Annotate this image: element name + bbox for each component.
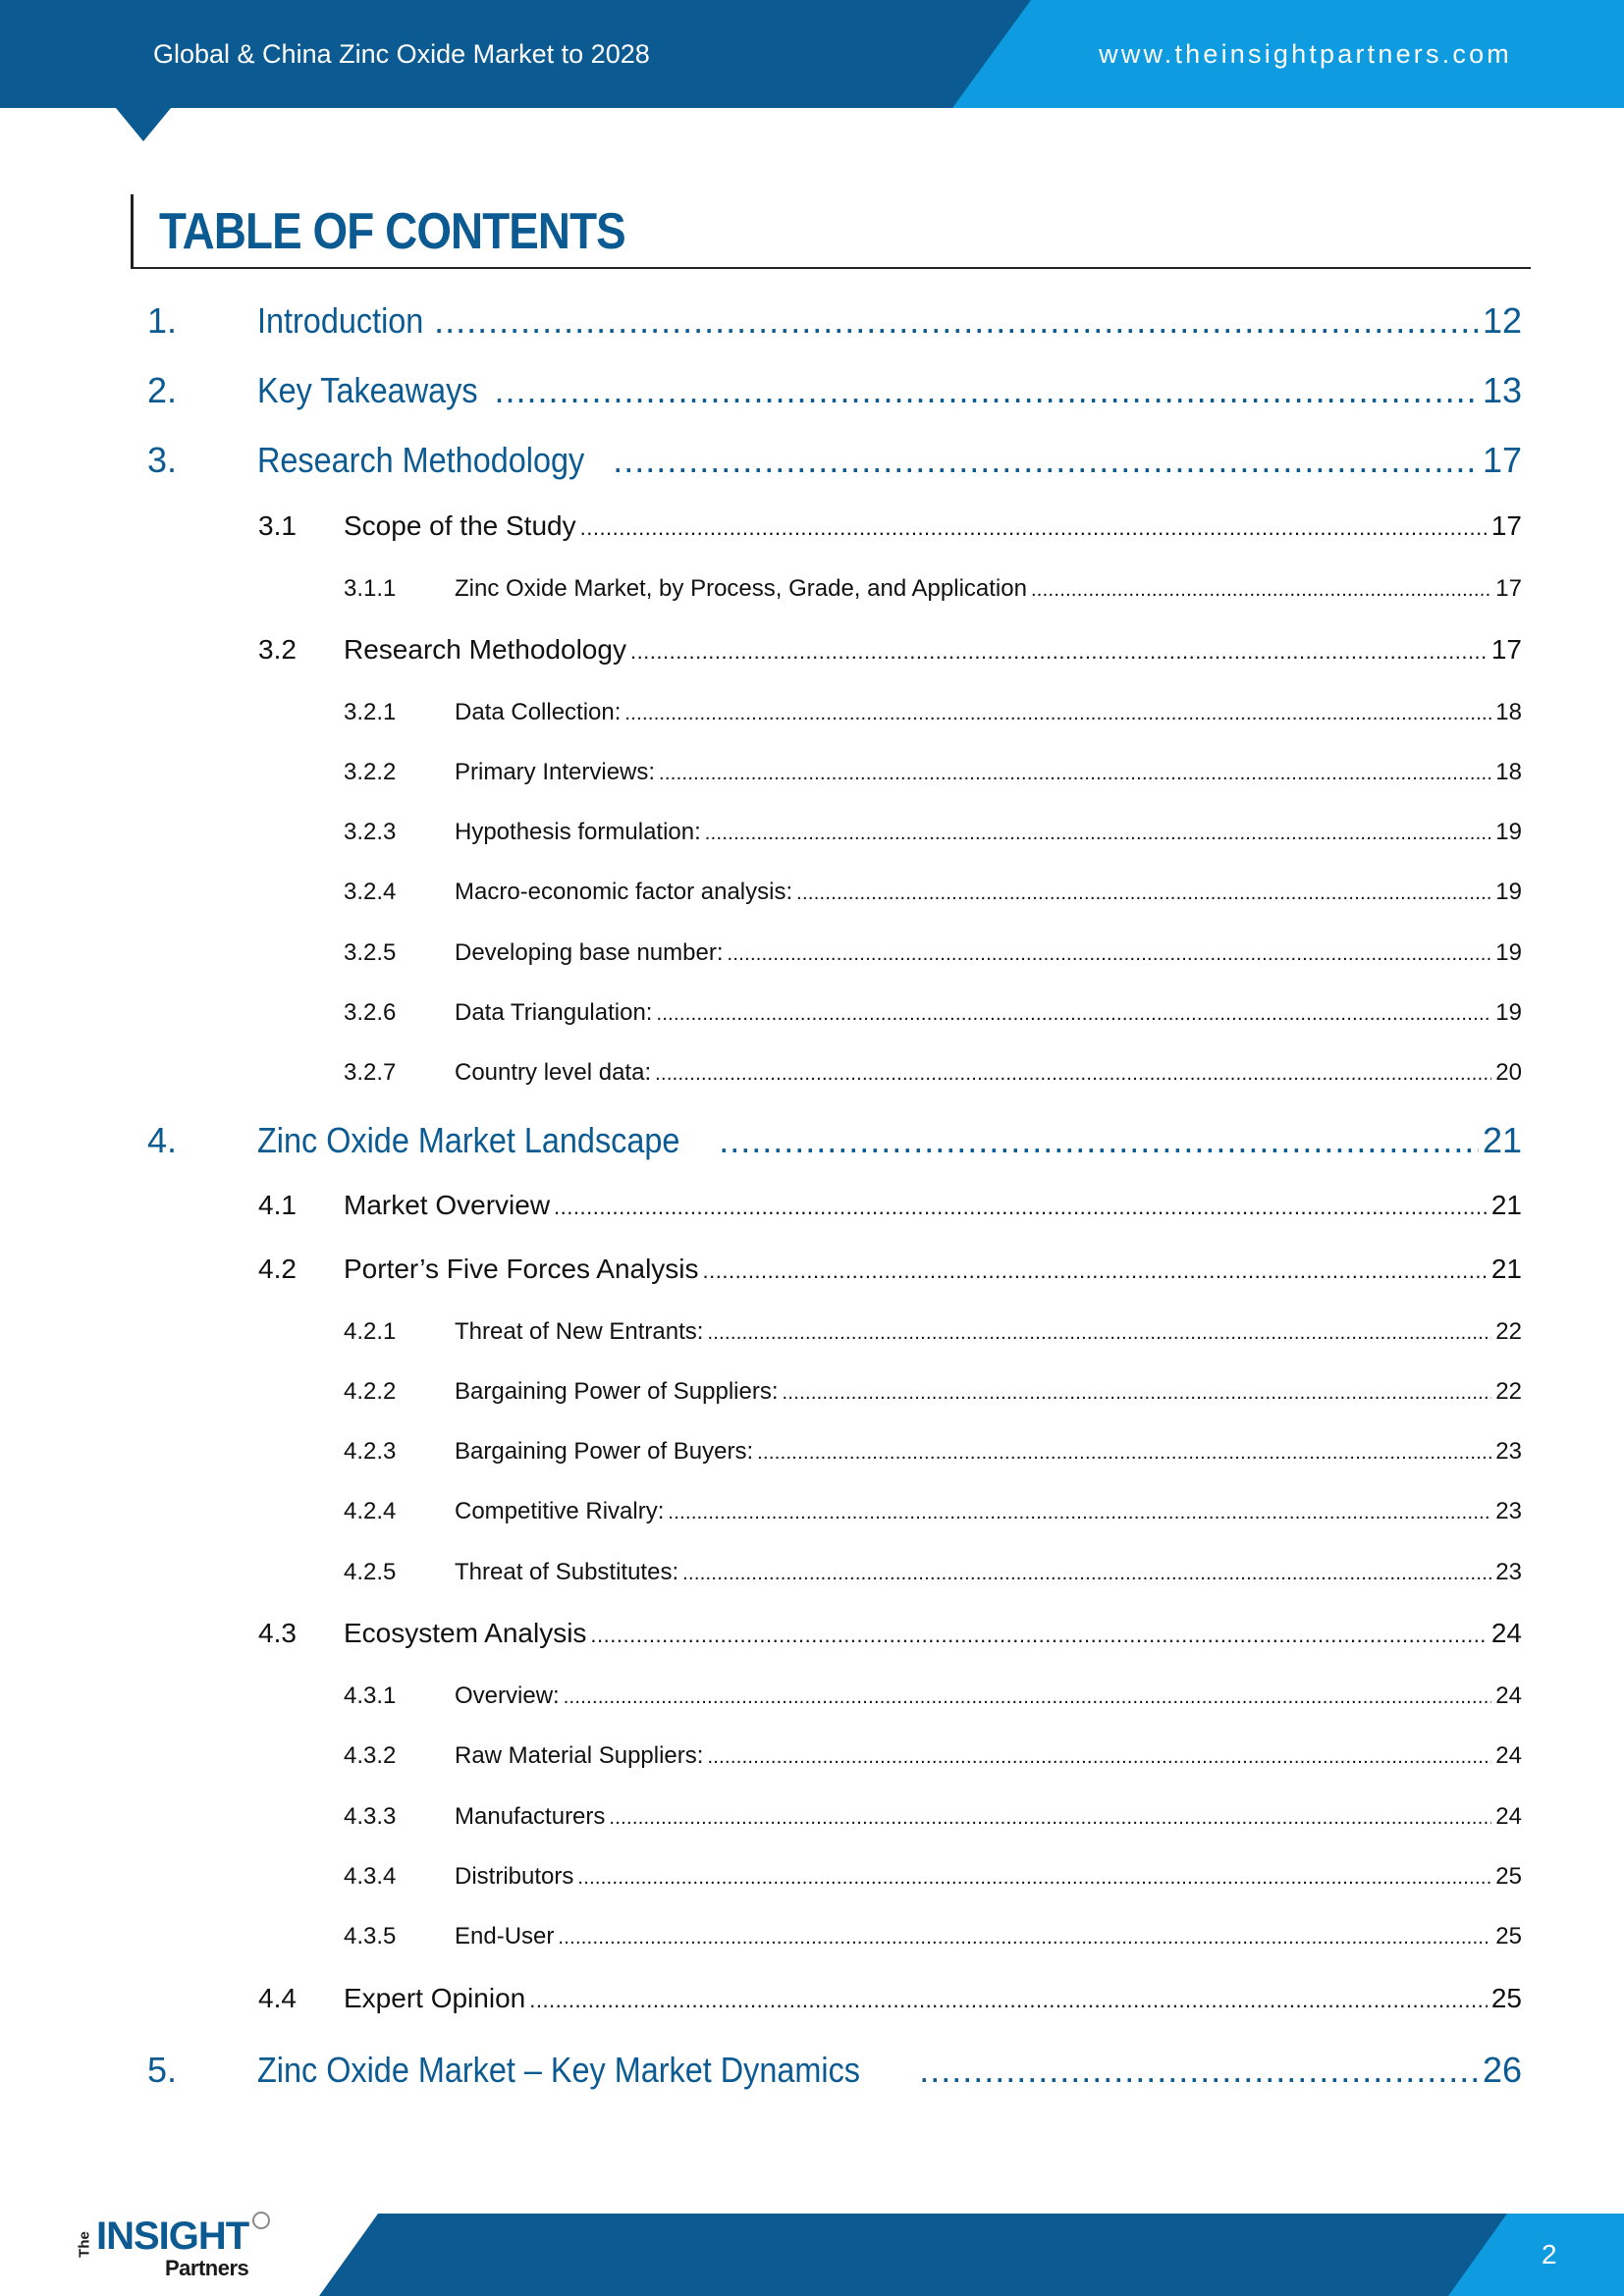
toc-entry-4-3-5[interactable] <box>344 1923 1522 1950</box>
company-logo <box>77 2215 293 2283</box>
toc-entry-4-3-3[interactable] <box>344 1803 1522 1831</box>
toc-entry-label: Competitive Rivalry: <box>455 1498 665 1524</box>
toc-entry-number: 4.3.4 <box>344 1863 397 1890</box>
dot-leader <box>434 300 1479 342</box>
toc-entry-label: Ecosystem Analysis <box>344 1618 587 1648</box>
toc-entry-number: 4.2.5 <box>344 1559 397 1585</box>
toc-entry-number: 3.2.1 <box>344 699 397 725</box>
dot-leader <box>707 1322 1491 1345</box>
toc-entry-number: 3. <box>147 440 178 480</box>
dot-leader <box>703 1258 1488 1284</box>
dot-leader <box>705 823 1492 845</box>
logo-insight-text: INSIGHT <box>96 2215 249 2258</box>
dot-leader <box>783 1382 1492 1405</box>
toc-entry-5[interactable] <box>147 2050 1522 2091</box>
dot-leader <box>580 515 1488 541</box>
toc-entry-3-2-2[interactable] <box>344 759 1522 786</box>
toc-entry-label: Bargaining Power of Buyers: <box>455 1438 754 1465</box>
toc-entry-label: Threat of New Entrants: <box>455 1318 704 1345</box>
dot-leader <box>529 1988 1488 2013</box>
toc-entry-4-2-5[interactable] <box>344 1559 1522 1586</box>
toc-entry-label: Expert Opinion <box>344 1983 526 2013</box>
toc-entry-4-3-4[interactable] <box>344 1863 1522 1891</box>
toc-entry-label: Introduction <box>257 300 424 341</box>
toc-entry-page: 21 <box>1482 1120 1522 1160</box>
toc-entry-label: Porter’s Five Forces Analysis <box>344 1254 699 1284</box>
toc-entry-1[interactable] <box>147 300 1522 342</box>
toc-heading: TABLE OF CONTENTS <box>159 203 625 260</box>
page-header <box>0 0 1624 108</box>
toc-entry-number: 4.3 <box>258 1618 297 1648</box>
toc-entry-number: 4.3.3 <box>344 1803 397 1830</box>
dot-leader <box>558 1927 1491 1949</box>
toc-entry-number: 5. <box>147 2050 178 2090</box>
dot-leader <box>655 1063 1491 1086</box>
toc-entry-number: 3.2.6 <box>344 999 397 1026</box>
toc-entry-number: 3.2 <box>258 634 297 665</box>
toc-entry-page: 21 <box>1490 1254 1522 1284</box>
toc-entry-4[interactable] <box>147 1120 1522 1161</box>
toc-entry-page: 19 <box>1495 879 1522 905</box>
logo-partners-text: Partners <box>165 2256 249 2280</box>
toc-entry-label: Manufacturers <box>455 1803 606 1830</box>
toc-entry-3[interactable] <box>147 440 1522 481</box>
toc-entry-3-2-7[interactable] <box>344 1059 1522 1087</box>
toc-entry-number: 4.2.4 <box>344 1498 397 1524</box>
toc-entry-3-2-5[interactable] <box>344 939 1522 967</box>
dot-leader <box>919 2050 1479 2091</box>
toc-entry-page: 12 <box>1482 300 1522 341</box>
dot-leader <box>682 1563 1491 1585</box>
toc-entry-number: 4.3.2 <box>344 1742 397 1769</box>
dot-leader <box>554 1195 1488 1220</box>
toc-entry-page: 21 <box>1490 1190 1522 1220</box>
toc-entry-3-2-6[interactable] <box>344 999 1522 1027</box>
toc-entry-page: 22 <box>1495 1378 1522 1405</box>
toc-entry-page: 19 <box>1495 999 1522 1026</box>
toc-entry-label: Zinc Oxide Market – Key Market Dynamics <box>257 2050 860 2090</box>
dot-leader <box>609 1807 1491 1830</box>
dot-leader <box>590 1623 1487 1648</box>
toc-entry-page: 20 <box>1495 1059 1522 1086</box>
toc-entry-number: 3.2.2 <box>344 759 397 785</box>
toc-entry-page: 25 <box>1490 1983 1522 2013</box>
toc-entry-4-3-2[interactable] <box>344 1742 1522 1770</box>
toc-entry-number: 1. <box>147 300 178 341</box>
toc-entry-4-1[interactable] <box>258 1190 1522 1221</box>
toc-entry-3-2[interactable] <box>258 634 1522 666</box>
dot-leader <box>668 1502 1491 1524</box>
toc-entry-number: 3.2.4 <box>344 879 397 905</box>
toc-entry-4-2[interactable] <box>258 1254 1522 1285</box>
toc-entry-page: 18 <box>1495 699 1522 725</box>
toc-entry-3-2-1[interactable] <box>344 699 1522 726</box>
report-title: Global & China Zinc Oxide Market to 2028 <box>153 39 650 69</box>
toc-entry-3-2-3[interactable] <box>344 819 1522 846</box>
dot-leader <box>719 1120 1479 1161</box>
toc-entry-number: 4.1 <box>258 1190 297 1220</box>
toc-entry-4-3-1[interactable] <box>344 1682 1522 1710</box>
toc-entry-page: 24 <box>1495 1682 1522 1709</box>
toc-entry-page: 19 <box>1495 819 1522 845</box>
toc-entry-page: 17 <box>1495 575 1522 602</box>
toc-entry-number: 4.4 <box>258 1983 297 2013</box>
toc-entry-label: Country level data: <box>455 1059 652 1086</box>
dot-leader <box>613 440 1479 481</box>
toc-entry-page: 18 <box>1495 759 1522 785</box>
toc-entry-page: 25 <box>1495 1923 1522 1949</box>
dot-leader <box>659 763 1491 785</box>
toc-entry-label: Hypothesis formulation: <box>455 819 701 845</box>
toc-entry-number: 4. <box>147 1120 178 1160</box>
dot-leader <box>728 943 1492 966</box>
toc-entry-number: 4.2.1 <box>344 1318 397 1345</box>
dot-leader <box>656 1003 1491 1026</box>
toc-entry-label: Threat of Substitutes: <box>455 1559 679 1585</box>
logo-circle-icon <box>251 2211 271 2230</box>
toc-entry-4-4[interactable] <box>258 1983 1522 2014</box>
toc-entry-page: 17 <box>1490 510 1522 541</box>
toc-entry-label: Zinc Oxide Market Landscape <box>257 1120 680 1160</box>
toc-entry-page: 23 <box>1495 1438 1522 1465</box>
toc-entry-page: 26 <box>1482 2050 1522 2090</box>
toc-entry-label: Raw Material Suppliers: <box>455 1742 704 1769</box>
toc-entry-label: Research Methodology <box>257 440 585 480</box>
toc-entry-page: 17 <box>1490 634 1522 665</box>
toc-entry-page: 22 <box>1495 1318 1522 1345</box>
toc-entry-3-2-4[interactable] <box>344 879 1522 906</box>
toc-entry-number: 4.2 <box>258 1254 297 1284</box>
toc-entry-page: 13 <box>1482 370 1522 410</box>
toc-entry-number: 4.3.1 <box>344 1682 397 1709</box>
toc-entry-label: Developing base number: <box>455 939 724 966</box>
dot-leader <box>707 1746 1491 1769</box>
toc-entry-label: Bargaining Power of Suppliers: <box>455 1378 779 1405</box>
dot-leader <box>564 1686 1492 1709</box>
toc-entry-number: 3.1.1 <box>344 575 397 602</box>
dot-leader <box>577 1867 1491 1890</box>
toc-entry-page: 24 <box>1490 1618 1522 1648</box>
toc-entry-label: Scope of the Study <box>344 510 576 541</box>
toc-entry-label: Data Triangulation: <box>455 999 653 1026</box>
toc-entry-4-2-3[interactable] <box>344 1438 1522 1466</box>
toc-entry-page: 25 <box>1495 1863 1522 1890</box>
toc-entry-label: Zinc Oxide Market, by Process, Grade, and Application <box>455 575 1027 602</box>
toc-entry-page: 24 <box>1495 1742 1522 1769</box>
toc-entry-number: 4.2.3 <box>344 1438 397 1465</box>
toc-entry-number: 3.2.3 <box>344 819 397 845</box>
dot-leader <box>757 1442 1491 1465</box>
toc-entry-label: Primary Interviews: <box>455 759 656 785</box>
dot-leader <box>796 882 1491 905</box>
toc-heading-box <box>131 194 1531 269</box>
dot-leader <box>1031 579 1491 602</box>
toc-entry-3-1-1[interactable] <box>344 575 1522 603</box>
toc-entry-3-1[interactable] <box>258 510 1522 542</box>
toc-entry-page: 23 <box>1495 1559 1522 1585</box>
toc-entry-page: 24 <box>1495 1803 1522 1830</box>
toc-entry-label: Key Takeaways <box>257 370 478 410</box>
toc-entry-page: 19 <box>1495 939 1522 966</box>
toc-entry-label: Data Collection: <box>455 699 622 725</box>
dot-leader <box>624 703 1491 725</box>
toc-entry-label: End-User <box>455 1923 555 1949</box>
toc-entry-page: 17 <box>1482 440 1522 480</box>
toc-entry-label: Macro-economic factor analysis: <box>455 879 793 905</box>
toc-entry-number: 3.2.5 <box>344 939 397 966</box>
page-number: 2 <box>1542 2239 1557 2269</box>
logo-the-text: The <box>76 2231 93 2258</box>
toc-entry-label: Market Overview <box>344 1190 551 1220</box>
toc-entry-number: 3.1 <box>258 510 297 541</box>
toc-entry-2[interactable] <box>147 370 1522 411</box>
dot-leader <box>630 639 1488 665</box>
toc-entry-4-3[interactable] <box>258 1618 1522 1649</box>
toc-entry-4-2-1[interactable] <box>344 1318 1522 1346</box>
header-notch <box>116 108 171 141</box>
toc-entry-label: Research Methodology <box>344 634 626 665</box>
toc-entry-label: Distributors <box>455 1863 574 1890</box>
toc-entry-page: 23 <box>1495 1498 1522 1524</box>
toc-entry-number: 3.2.7 <box>344 1059 397 1086</box>
toc-entry-label: Overview: <box>455 1682 560 1709</box>
toc-entry-4-2-4[interactable] <box>344 1498 1522 1525</box>
toc-entry-number: 4.3.5 <box>344 1923 397 1949</box>
toc-entry-4-2-2[interactable] <box>344 1378 1522 1406</box>
dot-leader <box>494 370 1478 411</box>
toc-entry-number: 2. <box>147 370 178 410</box>
toc-entry-number: 4.2.2 <box>344 1378 397 1405</box>
website-url[interactable]: www.theinsightpartners.com <box>1099 39 1512 69</box>
